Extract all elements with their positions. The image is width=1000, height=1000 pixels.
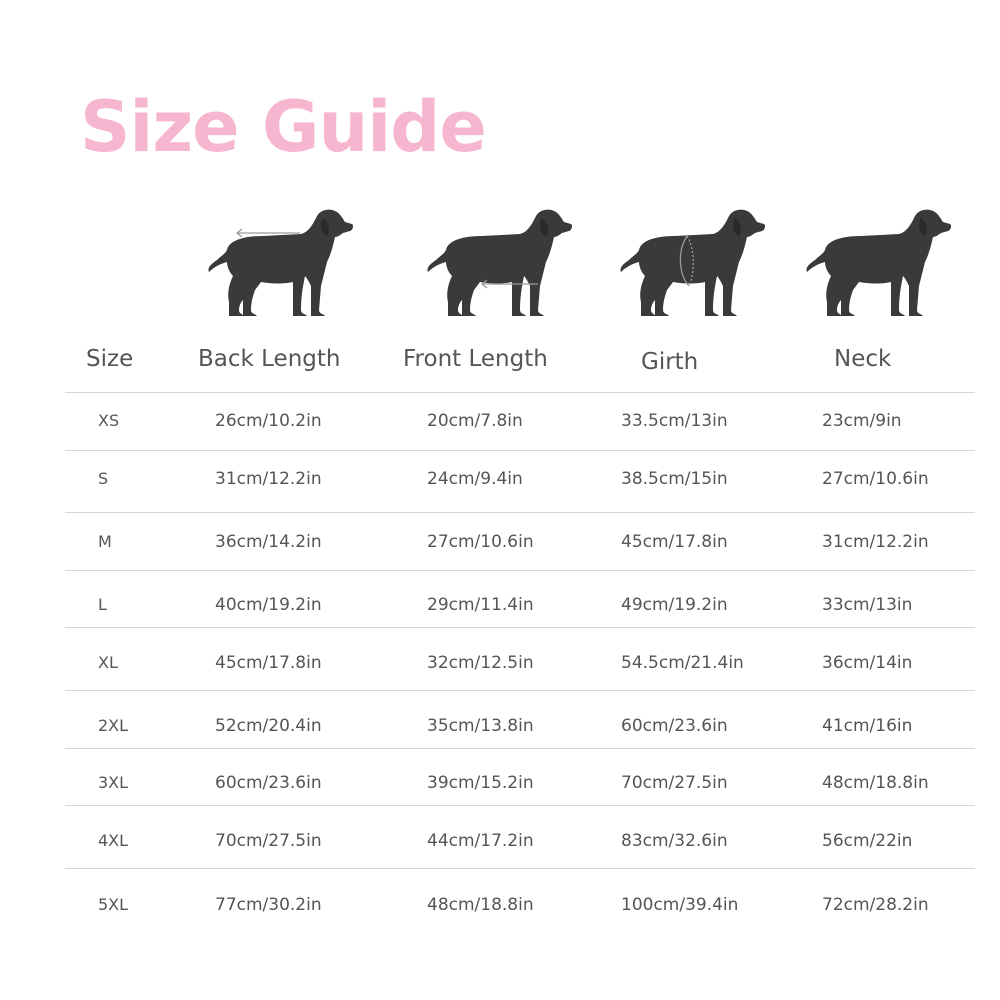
girth-cell: 49cm/19.2in (621, 595, 728, 615)
back-length-cell: 52cm/20.4in (215, 716, 322, 736)
table-row (65, 450, 975, 508)
neck-cell: 31cm/12.2in (822, 532, 929, 552)
neck-cell: 36cm/14in (822, 653, 913, 673)
neck-cell: 23cm/9in (822, 411, 902, 431)
size-cell: 4XL (98, 831, 129, 850)
back-length-cell: 36cm/14.2in (215, 532, 322, 552)
girth-cell: 33.5cm/13in (621, 411, 728, 431)
table-row (65, 754, 975, 812)
size-cell: 2XL (98, 716, 129, 735)
dog-back-length-icon (205, 206, 355, 318)
page-title: Size Guide (80, 86, 486, 168)
neck-cell: 56cm/22in (822, 831, 913, 851)
back-length-cell: 70cm/27.5in (215, 831, 322, 851)
front-length-cell: 20cm/7.8in (427, 411, 523, 431)
neck-cell: 33cm/13in (822, 595, 913, 615)
girth-cell: 38.5cm/15in (621, 469, 728, 489)
size-cell: L (98, 595, 107, 614)
front-length-cell: 39cm/15.2in (427, 773, 534, 793)
size-cell: XL (98, 653, 118, 672)
dog-neck-icon (803, 206, 953, 318)
size-cell: 5XL (98, 895, 129, 914)
neck-cell: 27cm/10.6in (822, 469, 929, 489)
header-neck: Neck (834, 346, 892, 372)
front-length-cell: 32cm/12.5in (427, 653, 534, 673)
table-row (65, 513, 975, 571)
neck-cell: 48cm/18.8in (822, 773, 929, 793)
table-row (65, 697, 975, 755)
header-girth: Girth (641, 349, 699, 375)
neck-cell: 41cm/16in (822, 716, 913, 736)
size-cell: XS (98, 411, 120, 430)
back-length-cell: 45cm/17.8in (215, 653, 322, 673)
table-row (65, 876, 975, 934)
back-length-cell: 40cm/19.2in (215, 595, 322, 615)
front-length-cell: 44cm/17.2in (427, 831, 534, 851)
header-back-length: Back Length (198, 346, 341, 372)
header-size: Size (86, 346, 134, 372)
dog-front-length-icon (424, 206, 574, 318)
girth-cell: 54.5cm/21.4in (621, 653, 744, 673)
size-cell: S (98, 469, 109, 488)
front-length-cell: 35cm/13.8in (427, 716, 534, 736)
front-length-cell: 48cm/18.8in (427, 895, 534, 915)
table-row (65, 576, 975, 634)
size-cell: 3XL (98, 773, 129, 792)
girth-cell: 70cm/27.5in (621, 773, 728, 793)
back-length-cell: 26cm/10.2in (215, 411, 322, 431)
front-length-cell: 27cm/10.6in (427, 532, 534, 552)
girth-cell: 60cm/23.6in (621, 716, 728, 736)
girth-cell: 45cm/17.8in (621, 532, 728, 552)
front-length-cell: 24cm/9.4in (427, 469, 523, 489)
front-length-cell: 29cm/11.4in (427, 595, 534, 615)
header-front-length: Front Length (403, 346, 548, 372)
back-length-cell: 60cm/23.6in (215, 773, 322, 793)
size-cell: M (98, 532, 112, 551)
table-row (65, 392, 975, 450)
table-row (65, 634, 975, 692)
dog-girth-icon (617, 206, 767, 318)
back-length-cell: 77cm/30.2in (215, 895, 322, 915)
girth-cell: 83cm/32.6in (621, 831, 728, 851)
girth-cell: 100cm/39.4in (621, 895, 739, 915)
table-row (65, 812, 975, 870)
neck-cell: 72cm/28.2in (822, 895, 929, 915)
back-length-cell: 31cm/12.2in (215, 469, 322, 489)
